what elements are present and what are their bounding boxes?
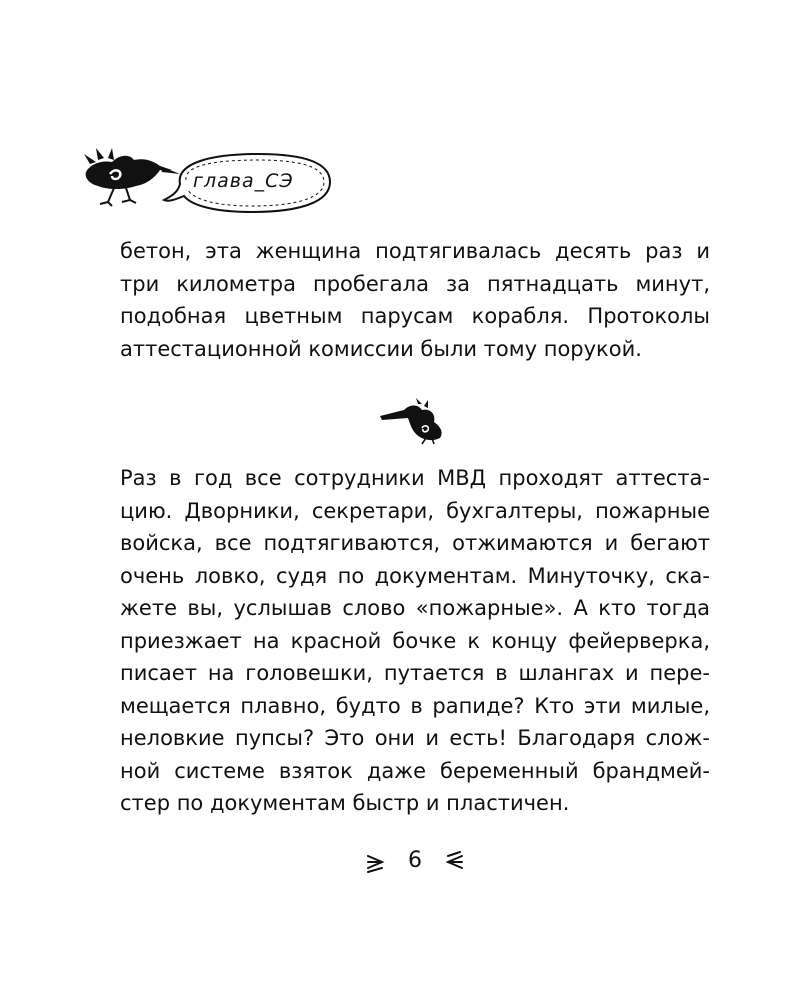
paragraph-1 xyxy=(120,235,710,365)
text-line: стер по документам быстр и пластичен. xyxy=(120,791,570,815)
paragraph-2 xyxy=(120,462,710,820)
page-number: 6 xyxy=(408,848,422,873)
text-line: войска, все подтягиваются, отжимаются и бегают xyxy=(120,531,710,555)
bird-ornament-icon xyxy=(374,398,454,446)
text-line: цию. Дворники, секретари, бухгалтеры, пожарные xyxy=(120,498,710,523)
text-line: приезжает на красной бочке к концу фейерверка, xyxy=(120,628,710,653)
text-line: неловкие пупсы? Это они и есть! Благодаря слож- xyxy=(120,726,710,750)
text-line: Раз в год все сотрудники МВД проходят аттеста- xyxy=(120,466,710,490)
text-line: аттестационной комиссии были тому порукой. xyxy=(120,336,642,361)
chapter-label: глава_СЭ xyxy=(193,170,294,192)
text-line: писает на головешки, путается в шлангах и пере- xyxy=(120,661,710,685)
text-line: ной системе взяток даже беременный брандмей- xyxy=(120,758,710,783)
text-line: жете вы, услышав слово «пожарные». А кто тогда xyxy=(120,596,710,620)
text-line: три километра пробегала за пятнадцать минут, xyxy=(120,271,710,296)
text-line: очень ловко, судя по документам. Минуточку, ска- xyxy=(120,563,710,588)
text-line: бетон, эта женщина подтягивалась десять раз и xyxy=(120,239,710,263)
text-line: мещается плавно, будто в рапиде? Кто эти милые, xyxy=(120,693,710,718)
page-footer xyxy=(360,846,470,880)
chapter-header xyxy=(68,140,358,230)
text-line: подобная цветным парусам корабля. Протоколы xyxy=(120,304,710,328)
